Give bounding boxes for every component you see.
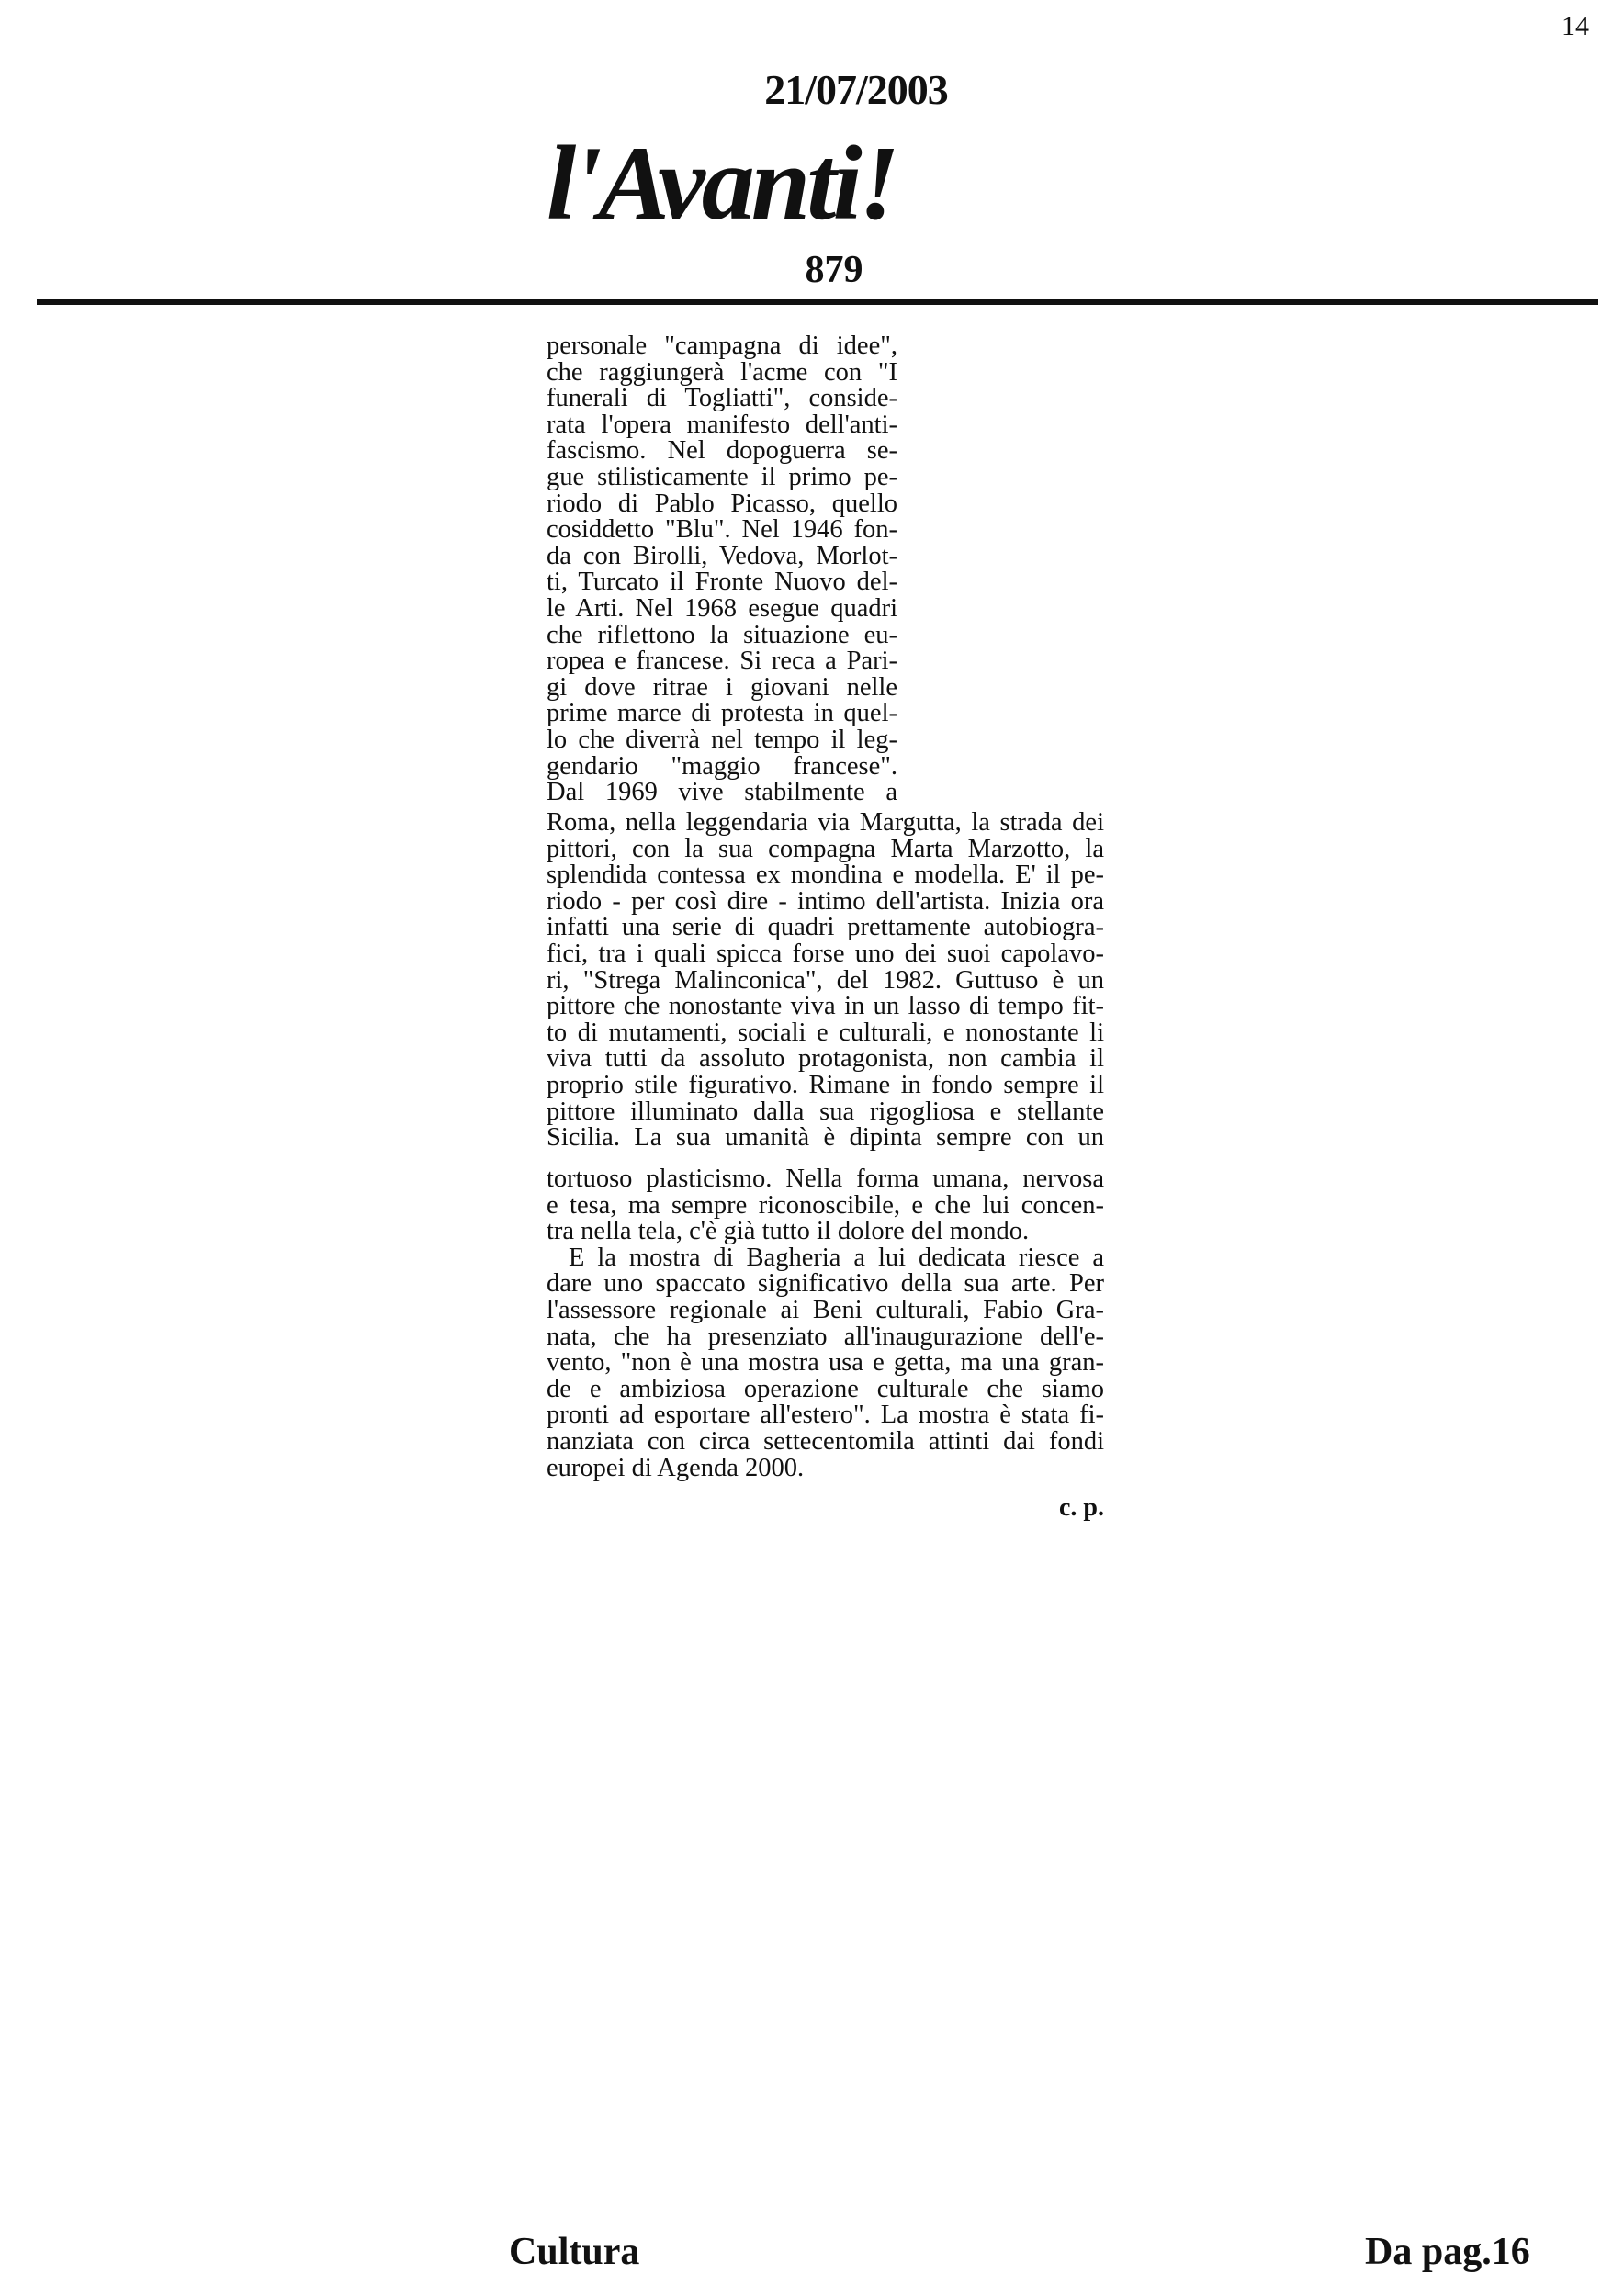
article-text-line: splendida contessa ex mondina e modella. E' il pe- [547,861,1104,890]
article-text-line: nanziata con circa settecentomila attinti dai fondi [547,1426,1104,1456]
article-column-narrow [547,333,897,806]
newspaper-logo: l'Avanti! [547,127,897,241]
article-text-line: ri, "Strega Malinconica", del 1982. Guttuso è un [547,965,1104,995]
article-text-line: Dal 1969 vive stabilmente a [547,778,897,807]
article-text-line: proprio stile figurativo. Rimane in fondo sempre il [547,1070,1104,1099]
article-text-line: gi dove ritrae i giovani nelle [547,672,897,702]
article-text-line: prime marce di protesta in quel- [547,699,897,728]
article-text-line: pronti ad esportare all'estero". La mostra è stata fi- [547,1401,1104,1430]
article-text-line: e tesa, ma sempre riconoscibile, e che lui concen- [547,1190,1104,1220]
article-text-line: infatti una serie di quadri prettamente autobiogra- [547,913,1104,942]
article-text-line: che riflettono la situazione eu- [547,620,897,649]
article-text-line: dare uno spaccato significativo della sua arte. Per [547,1269,1104,1299]
article-text-line: Sicilia. La sua umanità è dipinta sempre con un [547,1123,1104,1153]
article-text-line: nata, che ha presenziato all'inaugurazione dell'e- [547,1322,1104,1351]
article-text-line: ti, Turcato il Fronte Nuovo del- [547,568,897,597]
article-text-line: cosiddetto "Blu". Nel 1946 fon- [547,515,897,545]
section-label: Cultura [509,2231,640,2273]
article-text-line: gue stilisticamente il primo pe- [547,462,897,491]
article-text-line: to di mutamenti, sociali e culturali, e nonostante li [547,1018,1104,1047]
article-text-line: che raggiungerà l'acme con "I [547,357,897,387]
article-text-line: riodo - per così dire - intimo dell'artista. Inizia ora [547,886,1104,916]
article-text-line: fici, tra i quali spicca forse uno dei suoi capolavo- [547,939,1104,968]
article-text-line: viva tutti da assoluto protagonista, non cambia il [547,1044,1104,1074]
article-text-line: tortuoso plasticismo. Nella forma umana, nervosa [547,1165,1104,1193]
article-text-line: personale "campagna di idee", [547,332,897,360]
issue-number: 879 [805,249,863,291]
article-text-line: tra nella tela, c'è già tutto il dolore del mondo. [547,1217,1030,1246]
article-text-line: lo che diverrà nel tempo il leg- [547,725,897,754]
article-text-line: le Arti. Nel 1968 esegue quadri [547,593,897,623]
article-text-line: de e ambiziosa operazione culturale che siamo [547,1374,1104,1403]
article-text-line: gendario "maggio francese". [547,751,897,781]
continued-from-label: Da pag.16 [1365,2231,1530,2273]
article-text-line: rata l'opera manifesto dell'anti- [547,410,897,439]
author-signature: c. p. [1059,1493,1104,1522]
article-text-line: riodo di Pablo Picasso, quello [547,489,897,518]
article-text-line: Roma, nella leggendaria via Margutta, la strada dei [547,808,1104,837]
article-text-line: da con Birolli, Vedova, Morlot- [547,541,897,570]
article-text-line: E la mostra di Bagheria a lui dedicata riesce a [569,1243,1104,1272]
article-text-line: fascismo. Nel dopoguerra se- [547,436,897,466]
article-text-line: europei di Agenda 2000. [547,1453,805,1482]
article-text-line: l'assessore regionale ai Beni culturali, Fabio Gra- [547,1295,1104,1324]
article-text-line: ropea e francese. Si reca a Pari- [547,647,897,676]
page-number: 14 [1562,11,1589,41]
article-column-wide [547,810,1104,1152]
article-text-line: pittori, con la sua compagna Marta Marzotto, la [547,834,1104,863]
publication-date: 21/07/2003 [764,66,948,113]
article-text-line: pittore illuminato dalla sua rigogliosa e stellante [547,1097,1104,1126]
article-column-wide-continued [547,1166,1104,1481]
header-divider [37,299,1598,305]
article-text-line: pittore che nonostante viva in un lasso di tempo fit- [547,992,1104,1021]
article-text-line: funerali di Togliatti", conside- [547,384,897,413]
article-text-line: vento, "non è una mostra usa e getta, ma una gran- [547,1348,1104,1378]
